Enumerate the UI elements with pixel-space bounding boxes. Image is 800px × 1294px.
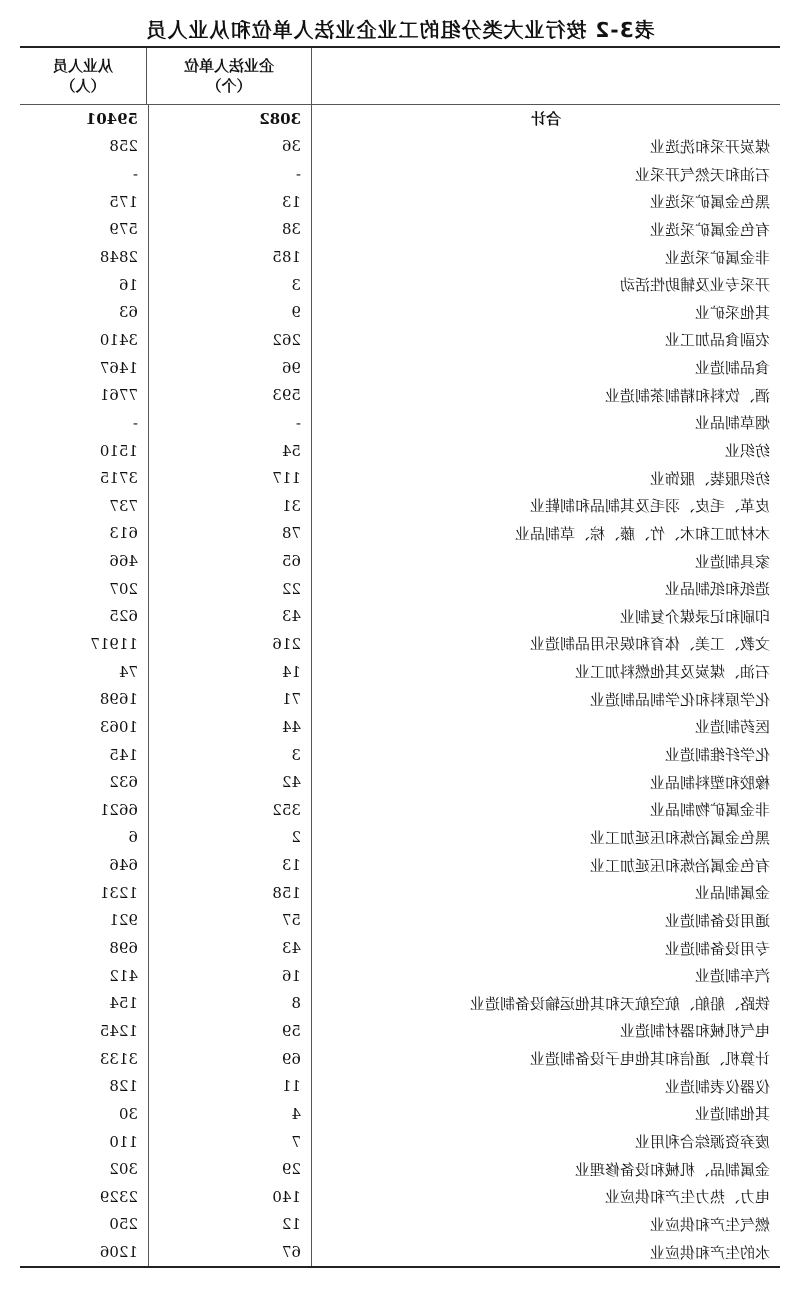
row-legal-entities: 593 [148,381,312,409]
row-industry: 皮革、毛皮、羽毛及其制品和制鞋业 [529,497,770,516]
table-row [20,962,780,990]
row-industry: 燃气生产和供应业 [649,1215,770,1234]
row-employees: 11917 [90,634,138,653]
row-legal-entities: 13 [148,188,312,216]
table-row [20,326,780,354]
row-legal-entities: 117 [148,464,312,492]
table-row [20,575,780,603]
row-industry: 非金属矿采选业 [664,248,770,267]
row-employees: - [132,165,138,184]
header-industry [312,48,780,104]
header-legal-entities-label: 企业法人单位 [184,57,275,75]
row-industry: 其他制造业 [694,1105,770,1124]
table-row [20,298,780,326]
row-employees: 74 [118,662,138,681]
row-legal-entities: 2 [148,824,312,852]
table-row [20,492,780,520]
table-row [20,520,780,548]
table-row [20,409,780,437]
row-employees: 466 [109,552,138,571]
table-row [20,934,780,962]
row-employees: 632 [109,773,138,792]
table-bottom-rule [20,1266,780,1268]
row-employees: 625 [109,607,138,626]
row-legal-entities: 12 [148,1211,312,1239]
row-legal-entities: 71 [148,685,312,713]
row-industry: 仪器仪表制造业 [664,1077,770,1096]
table-row [20,1017,780,1045]
row-industry: 家具制造业 [694,552,770,571]
row-employees: 16 [118,275,138,294]
table-row [20,741,780,769]
row-industry: 纺织业 [724,442,770,460]
row-legal-entities: 3082 [148,105,312,133]
row-legal-entities: 7 [148,1128,312,1156]
row-employees: 1510 [99,441,138,460]
row-employees: 2329 [99,1187,138,1206]
row-industry: 黑色金属冶炼和压延加工业 [589,828,770,847]
table-row [20,1072,780,1100]
table-row [20,990,780,1018]
table-header [20,48,780,104]
row-employees: 63 [118,303,138,322]
row-industry: 通用设备制造业 [664,911,770,930]
table-row [20,1045,780,1073]
table-row [20,658,780,686]
row-employees: 2848 [99,248,138,267]
row-legal-entities: 43 [148,603,312,631]
table-row [20,160,780,188]
table-row [20,879,780,907]
table-body [20,105,780,1266]
row-legal-entities: 140 [148,1183,312,1211]
row-industry: 非金属矿物制品业 [649,801,770,820]
table-row [20,907,780,935]
row-employees: 1698 [99,690,138,709]
row-employees: 921 [109,911,138,930]
table-row [20,1238,780,1266]
row-industry: 烟草制品业 [694,414,770,433]
row-industry: 文教、工美、体育和娱乐用品制造业 [529,635,770,654]
row-employees: 1245 [99,1021,138,1040]
table-row [20,768,780,796]
row-legal-entities: 67 [148,1238,312,1266]
row-employees: 258 [109,137,138,156]
row-legal-entities: - [148,160,312,188]
table-row-total [20,105,780,133]
row-legal-entities: 65 [148,547,312,575]
row-legal-entities: 57 [148,907,312,935]
row-industry: 木材加工和木、竹、藤、棕、草制品业 [514,524,770,543]
row-employees: 207 [109,579,138,598]
row-industry: 化学原料和化学制品制造业 [589,690,770,709]
row-employees: 30 [118,1104,138,1123]
row-industry: 其他采矿业 [694,303,770,322]
row-legal-entities: 78 [148,520,312,548]
row-industry: 金属制品业 [694,884,770,903]
row-industry: 食品制造业 [694,359,770,378]
table-row [20,381,780,409]
row-employees: 250 [109,1215,138,1234]
row-industry: 纺织服装、服饰业 [649,469,770,488]
table-row [20,271,780,299]
table-row [20,851,780,879]
table-row [20,243,780,271]
row-legal-entities: 158 [148,879,312,907]
row-industry: 化学纤维制造业 [664,746,770,765]
row-employees: 59401 [85,109,138,128]
row-employees: 1206 [99,1243,138,1262]
row-legal-entities: 216 [148,630,312,658]
row-legal-entities: 16 [148,962,312,990]
row-industry: 造纸和纸制品业 [664,580,770,599]
row-employees: 145 [109,745,138,764]
row-industry: 有色金属矿采选业 [649,220,770,239]
row-industry: 酒、饮料和精制茶制造业 [604,386,770,405]
table-row [20,1183,780,1211]
table-row [20,685,780,713]
row-industry: 合计 [531,110,562,129]
header-legal-entities-unit: （个） [206,77,252,95]
row-employees: 1231 [99,883,138,902]
row-legal-entities: 42 [148,768,312,796]
row-employees: 3410 [99,330,138,349]
table-row [20,437,780,465]
row-industry: 金属制品、机械和设备修理业 [574,1160,770,1179]
row-employees: 613 [109,524,138,543]
row-legal-entities: 14 [148,658,312,686]
row-legal-entities: 69 [148,1045,312,1073]
row-legal-entities: 352 [148,796,312,824]
row-industry: 废弃资源综合利用业 [634,1133,770,1152]
row-legal-entities: - [148,409,312,437]
header-employees [20,48,146,104]
table-row [20,464,780,492]
row-legal-entities: 59 [148,1017,312,1045]
row-employees: 646 [109,856,138,875]
row-legal-entities: 3 [148,271,312,299]
row-employees: 128 [109,1077,138,1096]
row-employees: 1467 [99,358,138,377]
row-employees: 3133 [99,1049,138,1068]
row-legal-entities: 13 [148,851,312,879]
row-legal-entities: 262 [148,326,312,354]
row-industry: 石油和天然气开采业 [634,165,770,184]
table-row [20,1155,780,1183]
row-legal-entities: 4 [148,1100,312,1128]
row-industry: 石油、煤炭及其他燃料加工业 [574,663,770,682]
row-industry: 水的生产和供应业 [649,1243,770,1262]
row-employees: 6 [128,828,138,847]
row-legal-entities: 36 [148,133,312,161]
header-employees-label: 从业人员 [53,57,114,75]
table-row [20,796,780,824]
row-employees: 6621 [99,800,138,819]
row-legal-entities: 9 [148,298,312,326]
table-row [20,1211,780,1239]
row-industry: 计算机、通信和其他电子设备制造业 [529,1050,770,1069]
row-industry: 电力、热力生产和供应业 [604,1188,770,1207]
row-employees: 412 [109,966,138,985]
header-legal-entities [146,48,312,104]
table-row [20,547,780,575]
row-legal-entities: 22 [148,575,312,603]
row-employees: 110 [109,1132,138,1151]
table-row [20,216,780,244]
table-row [20,630,780,658]
row-legal-entities: 11 [148,1072,312,1100]
table-row [20,188,780,216]
row-employees: - [132,413,138,432]
row-legal-entities: 54 [148,437,312,465]
row-employees: 154 [109,994,138,1013]
row-industry: 印刷和记录媒介复制业 [619,607,770,626]
row-legal-entities: 43 [148,934,312,962]
row-employees: 175 [109,192,138,211]
header-employees-unit: （人） [60,77,106,95]
table-row [20,133,780,161]
row-legal-entities: 44 [148,713,312,741]
row-industry: 开采专业及辅助性活动 [619,276,770,295]
row-industry: 铁路、船舶、航空航天和其他运输设备制造业 [469,994,770,1013]
row-employees: 579 [109,220,138,239]
row-legal-entities: 8 [148,990,312,1018]
row-industry: 农副食品加工业 [664,331,770,350]
table-row [20,1128,780,1156]
row-industry: 橡胶和塑料制品业 [649,773,770,792]
row-legal-entities: 31 [148,492,312,520]
row-employees: 698 [109,939,138,958]
row-employees: 3715 [99,469,138,488]
table-row [20,713,780,741]
row-employees: 737 [109,496,138,515]
row-legal-entities: 29 [148,1155,312,1183]
row-employees: 1063 [99,717,138,736]
table-row [20,354,780,382]
row-employees: 302 [109,1160,138,1179]
row-employees: 7761 [99,386,138,405]
row-legal-entities: 96 [148,354,312,382]
row-legal-entities: 3 [148,741,312,769]
row-legal-entities: 185 [148,243,312,271]
row-industry: 煤炭开采和洗选业 [649,137,770,156]
row-industry: 有色金属冶炼和压延加工业 [589,856,770,875]
row-legal-entities: 38 [148,216,312,244]
row-industry: 黑色金属矿采选业 [649,193,770,212]
row-industry: 电气机械和器材制造业 [619,1022,770,1041]
table-title: 表3-2 按行业大类分组的工业企业法人单位和从业人员 [145,18,655,42]
row-industry: 医药制造业 [694,718,770,737]
statistics-table [20,46,780,1268]
row-industry: 专用设备制造业 [664,939,770,958]
table-row [20,824,780,852]
table-row [20,1100,780,1128]
row-industry: 汽车制造业 [694,967,770,986]
table-row [20,603,780,631]
